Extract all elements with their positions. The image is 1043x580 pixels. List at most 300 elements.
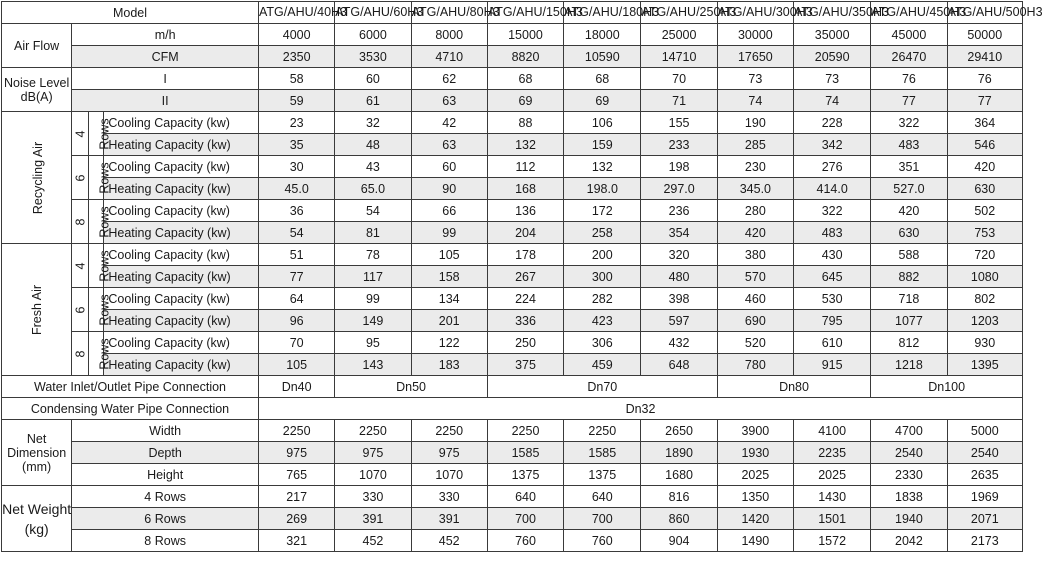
value-cell: 432 [641,332,717,354]
value-cell: 760 [487,530,563,552]
value-cell: 975 [411,442,487,464]
value-cell: 58 [259,68,335,90]
value-cell: 300 [564,266,641,288]
value-cell: 1420 [717,508,793,530]
value-cell: 2071 [947,508,1022,530]
model-header: ATG/AHU/350H3 [794,2,871,24]
row-sublabel: I [72,68,259,90]
value-cell: 200 [564,244,641,266]
capacity-label: Cooling Capacity (kw) [104,332,259,354]
value-cell: 1585 [564,442,641,464]
value-cell: 48 [335,134,411,156]
value-cell: 1077 [871,310,947,332]
capacity-label: Heating Capacity (kw) [104,310,259,332]
capacity-label: Cooling Capacity (kw) [104,200,259,222]
value-cell: 17650 [717,46,793,68]
row-sublabel: CFM [72,46,259,68]
value-cell: 690 [717,310,793,332]
value-cell: 269 [259,508,335,530]
value-cell: 74 [794,90,871,112]
value-cell: 25000 [641,24,717,46]
value-cell: 35000 [794,24,871,46]
rows-word: Rows [97,249,112,282]
value-cell: 2650 [641,420,717,442]
value-cell: 43 [335,156,411,178]
value-cell: 1940 [871,508,947,530]
value-cell: 483 [794,222,871,244]
value-cell: 18000 [564,24,641,46]
fresh-air-label: Fresh Air [29,284,44,335]
value-cell: 1930 [717,442,793,464]
value-cell: 915 [794,354,871,376]
row-sublabel: m/h [72,24,259,46]
value-cell: 14710 [641,46,717,68]
value-cell: 640 [564,486,641,508]
value-cell: 1490 [717,530,793,552]
value-cell: 6000 [335,24,411,46]
value-cell: 96 [259,310,335,332]
pipe-size-cell: Dn100 [871,376,1023,398]
value-cell: 975 [259,442,335,464]
row-sublabel: Width [72,420,259,442]
value-cell: 285 [717,134,793,156]
value-cell: 95 [335,332,411,354]
rows-count: 6 [73,306,88,313]
model-header: ATG/AHU/500H3 [947,2,1022,24]
table-row [2,332,1023,354]
value-cell: 159 [564,134,641,156]
value-cell: 630 [871,222,947,244]
value-cell: 640 [487,486,563,508]
value-cell: 391 [411,508,487,530]
value-cell: 112 [487,156,563,178]
air-flow-label: Air Flow [2,24,72,68]
value-cell: 45.0 [259,178,335,200]
value-cell: 975 [335,442,411,464]
model-header: ATG/AHU/250H3 [641,2,717,24]
model-header: ATG/AHU/150H3 [487,2,563,24]
value-cell: 132 [487,134,563,156]
value-cell: 20590 [794,46,871,68]
capacity-label: Heating Capacity (kw) [104,134,259,156]
value-cell: 2025 [717,464,793,486]
table-row [2,464,1023,486]
capacity-label: Cooling Capacity (kw) [104,288,259,310]
value-cell: 459 [564,354,641,376]
rows-word: Rows [97,293,112,326]
pipe-size-cell: Dn70 [487,376,717,398]
row-sublabel: II [72,90,259,112]
rows-word-cell [89,112,112,156]
value-cell: 4700 [871,420,947,442]
rows-count-cell [72,288,89,332]
value-cell: 23 [259,112,335,134]
value-cell: 228 [794,112,871,134]
value-cell: 63 [411,134,487,156]
value-cell: 224 [487,288,563,310]
value-cell: 816 [641,486,717,508]
value-cell: 132 [564,156,641,178]
value-cell: 1680 [641,464,717,486]
table-row [2,508,1023,530]
value-cell: 354 [641,222,717,244]
value-cell: 143 [335,354,411,376]
table-row [2,200,1023,222]
value-cell: 134 [411,288,487,310]
value-cell: 342 [794,134,871,156]
value-cell: 780 [717,354,793,376]
value-cell: 423 [564,310,641,332]
value-cell: 88 [487,112,563,134]
value-cell: 765 [259,464,335,486]
value-cell: 1218 [871,354,947,376]
value-cell: 122 [411,332,487,354]
value-cell: 700 [564,508,641,530]
table-row [2,178,1023,200]
recycling-air-label: Recycling Air [31,141,46,214]
value-cell: 930 [947,332,1022,354]
value-cell: 50000 [947,24,1022,46]
table-row [2,442,1023,464]
value-cell: 106 [564,112,641,134]
value-cell: 1430 [794,486,871,508]
net-weight-label: Net Weight (kg) [2,486,72,552]
value-cell: 78 [335,244,411,266]
value-cell: 60 [411,156,487,178]
value-cell: 345.0 [717,178,793,200]
table-row [2,530,1023,552]
value-cell: 330 [411,486,487,508]
value-cell: 610 [794,332,871,354]
value-cell: 29410 [947,46,1022,68]
capacity-label: Cooling Capacity (kw) [104,156,259,178]
value-cell: 1350 [717,486,793,508]
value-cell: 61 [335,90,411,112]
value-cell: 4100 [794,420,871,442]
value-cell: 2025 [794,464,871,486]
value-cell: 398 [641,288,717,310]
table-row [2,68,1023,90]
rows-count: 4 [73,130,88,137]
value-cell: 70 [259,332,335,354]
net-dimension-label: Net Dimension (mm) [2,420,72,486]
rows-word: Rows [97,117,112,150]
value-cell: 183 [411,354,487,376]
value-cell: 178 [487,244,563,266]
value-cell: 168 [487,178,563,200]
rows-count-cell [72,112,89,156]
value-cell: 320 [641,244,717,266]
value-cell: 71 [641,90,717,112]
rows-word-cell [89,156,112,200]
table-row [2,420,1023,442]
value-cell: 322 [794,200,871,222]
table-row [2,266,1023,288]
capacity-label: Cooling Capacity (kw) [104,112,259,134]
value-cell: 76 [947,68,1022,90]
value-cell: 65.0 [335,178,411,200]
capacity-label: Heating Capacity (kw) [104,222,259,244]
value-cell: 99 [335,288,411,310]
table-row [2,134,1023,156]
value-cell: 250 [487,332,563,354]
value-cell: 282 [564,288,641,310]
value-cell: 391 [335,508,411,530]
value-cell: 452 [411,530,487,552]
value-cell: 105 [259,354,335,376]
model-header: ATG/AHU/300H3 [717,2,793,24]
value-cell: 81 [335,222,411,244]
value-cell: 2330 [871,464,947,486]
value-cell: 351 [871,156,947,178]
value-cell: 420 [871,200,947,222]
value-cell: 149 [335,310,411,332]
value-cell: 321 [259,530,335,552]
value-cell: 5000 [947,420,1022,442]
value-cell: 630 [947,178,1022,200]
value-cell: 69 [564,90,641,112]
model-header: ATG/AHU/180H3 [564,2,641,24]
condensing-value: Dn32 [259,398,1023,420]
value-cell: 414.0 [794,178,871,200]
value-cell: 204 [487,222,563,244]
model-header: ATG/AHU/40H3 [259,2,335,24]
value-cell: 570 [717,266,793,288]
value-cell: 1375 [564,464,641,486]
spec-table [1,1,1043,552]
value-cell: 1070 [335,464,411,486]
value-cell: 1585 [487,442,563,464]
model-label: Model [2,2,259,24]
value-cell: 68 [564,68,641,90]
value-cell: 1969 [947,486,1022,508]
rows-count-cell [72,244,89,288]
value-cell: 2540 [871,442,947,464]
table-row [2,486,1023,508]
value-cell: 69 [487,90,563,112]
rows-count-cell [72,156,89,200]
table-row [2,24,1023,46]
value-cell: 276 [794,156,871,178]
row-sublabel: 8 Rows [72,530,259,552]
noise-level-label: Noise Level dB(A) [2,68,72,112]
value-cell: 3900 [717,420,793,442]
value-cell: 201 [411,310,487,332]
value-cell: 480 [641,266,717,288]
rows-count: 8 [73,218,88,225]
value-cell: 267 [487,266,563,288]
value-cell: 198 [641,156,717,178]
value-cell: 158 [411,266,487,288]
table-row [2,156,1023,178]
value-cell: 68 [487,68,563,90]
value-cell: 54 [259,222,335,244]
value-cell: 233 [641,134,717,156]
value-cell: 32 [335,112,411,134]
table-row [2,398,1023,420]
value-cell: 648 [641,354,717,376]
value-cell: 380 [717,244,793,266]
value-cell: 74 [717,90,793,112]
value-cell: 4710 [411,46,487,68]
value-cell: 77 [947,90,1022,112]
value-cell: 2235 [794,442,871,464]
table-row [2,222,1023,244]
value-cell: 35 [259,134,335,156]
rows-count-cell [72,200,89,244]
table-row [2,310,1023,332]
value-cell: 54 [335,200,411,222]
value-cell: 364 [947,112,1022,134]
value-cell: 73 [794,68,871,90]
value-cell: 155 [641,112,717,134]
value-cell: 258 [564,222,641,244]
value-cell: 3530 [335,46,411,68]
table-row [2,288,1023,310]
value-cell: 77 [871,90,947,112]
value-cell: 60 [335,68,411,90]
rows-word: Rows [97,205,112,238]
value-cell: 1890 [641,442,717,464]
value-cell: 15000 [487,24,563,46]
value-cell: 753 [947,222,1022,244]
value-cell: 420 [717,222,793,244]
value-cell: 73 [717,68,793,90]
value-cell: 795 [794,310,871,332]
value-cell: 230 [717,156,793,178]
value-cell: 76 [871,68,947,90]
header-row [2,2,1023,24]
value-cell: 2250 [259,420,335,442]
capacity-label: Heating Capacity (kw) [104,178,259,200]
value-cell: 2042 [871,530,947,552]
table-row [2,376,1023,398]
value-cell: 117 [335,266,411,288]
value-cell: 2350 [259,46,335,68]
rows-count: 4 [73,262,88,269]
value-cell: 105 [411,244,487,266]
value-cell: 760 [564,530,641,552]
water-inlet-label: Water Inlet/Outlet Pipe Connection [2,376,259,398]
value-cell: 190 [717,112,793,134]
value-cell: 36 [259,200,335,222]
rows-word: Rows [97,337,112,370]
fresh-air-cell [2,244,72,376]
value-cell: 645 [794,266,871,288]
value-cell: 198.0 [564,178,641,200]
value-cell: 1375 [487,464,563,486]
value-cell: 30 [259,156,335,178]
value-cell: 297.0 [641,178,717,200]
table-row [2,90,1023,112]
pipe-size-cell: Dn50 [335,376,488,398]
value-cell: 597 [641,310,717,332]
value-cell: 70 [641,68,717,90]
value-cell: 420 [947,156,1022,178]
value-cell: 2250 [564,420,641,442]
pipe-size-cell: Dn40 [259,376,335,398]
value-cell: 812 [871,332,947,354]
value-cell: 26470 [871,46,947,68]
value-cell: 430 [794,244,871,266]
value-cell: 700 [487,508,563,530]
capacity-label: Cooling Capacity (kw) [104,244,259,266]
value-cell: 452 [335,530,411,552]
value-cell: 1395 [947,354,1022,376]
value-cell: 59 [259,90,335,112]
value-cell: 904 [641,530,717,552]
table-row [2,46,1023,68]
value-cell: 527.0 [871,178,947,200]
value-cell: 330 [335,486,411,508]
value-cell: 306 [564,332,641,354]
value-cell: 2635 [947,464,1022,486]
value-cell: 588 [871,244,947,266]
value-cell: 2173 [947,530,1022,552]
value-cell: 1080 [947,266,1022,288]
value-cell: 1203 [947,310,1022,332]
value-cell: 236 [641,200,717,222]
value-cell: 51 [259,244,335,266]
model-header: ATG/AHU/450H3 [871,2,947,24]
value-cell: 2250 [335,420,411,442]
rows-word-cell [89,332,112,376]
value-cell: 30000 [717,24,793,46]
value-cell: 62 [411,68,487,90]
value-cell: 720 [947,244,1022,266]
rows-count: 8 [73,350,88,357]
value-cell: 483 [871,134,947,156]
value-cell: 882 [871,266,947,288]
rows-word-cell [89,200,112,244]
value-cell: 1070 [411,464,487,486]
condensing-label: Condensing Water Pipe Connection [2,398,259,420]
row-sublabel: Height [72,464,259,486]
value-cell: 336 [487,310,563,332]
value-cell: 520 [717,332,793,354]
recycling-air-cell [2,112,72,244]
model-header: ATG/AHU/60H3 [335,2,411,24]
rows-word-cell [89,288,112,332]
value-cell: 1838 [871,486,947,508]
row-sublabel: 4 Rows [72,486,259,508]
value-cell: 2540 [947,442,1022,464]
value-cell: 2250 [487,420,563,442]
rows-word: Rows [97,161,112,194]
value-cell: 8000 [411,24,487,46]
table-row [2,112,1023,134]
value-cell: 66 [411,200,487,222]
rows-count-cell [72,332,89,376]
value-cell: 63 [411,90,487,112]
value-cell: 42 [411,112,487,134]
value-cell: 546 [947,134,1022,156]
value-cell: 860 [641,508,717,530]
rows-word-cell [89,244,112,288]
capacity-label: Heating Capacity (kw) [104,354,259,376]
model-header: ATG/AHU/80H3 [411,2,487,24]
value-cell: 90 [411,178,487,200]
value-cell: 45000 [871,24,947,46]
value-cell: 64 [259,288,335,310]
value-cell: 322 [871,112,947,134]
value-cell: 77 [259,266,335,288]
value-cell: 172 [564,200,641,222]
row-sublabel: Depth [72,442,259,464]
value-cell: 1572 [794,530,871,552]
value-cell: 375 [487,354,563,376]
value-cell: 10590 [564,46,641,68]
